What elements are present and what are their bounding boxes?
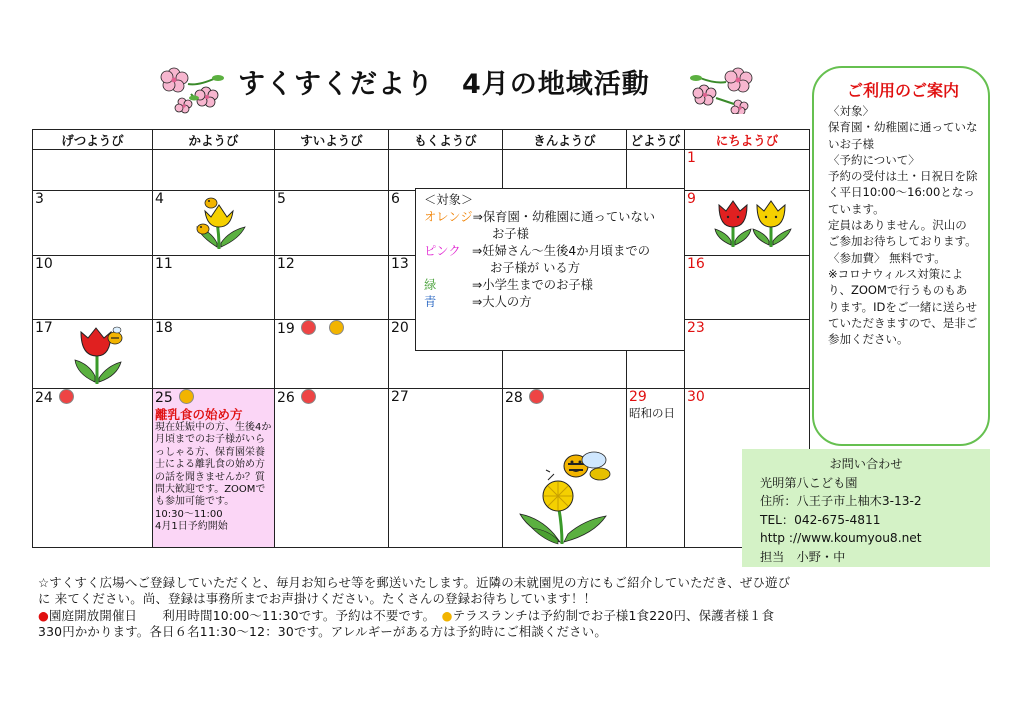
day-number: 30 <box>687 389 705 405</box>
day-number: 5 <box>277 191 286 207</box>
tulip-bee-illustration <box>71 324 129 386</box>
day-number: 23 <box>687 320 705 336</box>
tulip-bees-illustration <box>189 193 251 251</box>
day-number: 3 <box>35 191 44 207</box>
orange-label: オレンジ <box>424 210 473 224</box>
holiday-label: 昭和の日 <box>629 406 675 420</box>
yellow-bullet-icon: ● <box>441 607 453 623</box>
day-cell <box>627 150 685 191</box>
day-number: 24 <box>35 390 53 406</box>
weekday-header-row <box>33 130 810 150</box>
target-row-green <box>424 277 676 294</box>
contact-person: 担当 小野・中 <box>760 549 846 564</box>
day-number: 26 <box>277 390 295 406</box>
event-reservation-note: 4月1日予約開始 <box>155 521 228 533</box>
terrace-lunch-dot <box>329 320 344 335</box>
day-cell <box>275 150 389 191</box>
two-tulips-illustration <box>711 199 795 249</box>
guide-line: 保育園・幼稚園に通っていないお子様 <box>828 120 978 151</box>
day-cell <box>33 150 153 191</box>
sakura-right-icon <box>686 64 758 114</box>
day-cell <box>389 389 503 548</box>
event-title: 離乳食の始め方 <box>155 407 243 422</box>
day-number: 16 <box>687 256 705 272</box>
footer-line-garden-lunch <box>38 608 938 624</box>
garden-open-dot <box>301 389 316 404</box>
day-cell <box>685 320 810 389</box>
red-bullet-icon: ● <box>38 607 50 623</box>
weekday-fri: きんようび <box>503 130 627 150</box>
target-row-blue <box>424 294 676 311</box>
day-cell <box>685 191 810 256</box>
day-number: 19 <box>277 321 295 337</box>
week-row <box>33 150 810 191</box>
contact-name: 光明第八こども園 <box>760 475 858 490</box>
target-heading: ＜対象＞ <box>424 193 474 207</box>
day-number: 27 <box>391 389 409 405</box>
day-cell <box>275 389 389 548</box>
weekday-tue: かようび <box>153 130 275 150</box>
weekday-thu: もくようび <box>389 130 503 150</box>
weekday-wed: すいようび <box>275 130 389 150</box>
contact-heading: お問い合わせ <box>829 457 903 471</box>
day-number: 4 <box>155 191 164 207</box>
day-number: 29 <box>629 389 647 405</box>
day-cell <box>33 256 153 320</box>
day-cell <box>389 150 503 191</box>
day-cell <box>33 191 153 256</box>
day-number: 10 <box>35 256 53 272</box>
day-number: 6 <box>391 191 400 207</box>
guide-line: 定員はありません。沢山のご参加お待ちしております。 <box>828 218 977 249</box>
day-cell <box>153 320 275 389</box>
day-number: 18 <box>155 320 173 336</box>
orange-description: ⇒保育園・幼稚園に通っていない <box>472 210 656 224</box>
garden-open-note: 園庭開放開催日 利用時間10:00～11:30です。予約は不要です。 <box>49 607 430 623</box>
dandelion-bee-illustration <box>514 444 624 548</box>
guide-body <box>828 103 978 347</box>
guide-line: ※コロナウィルス対策により、ZOOMで行うものもあります。IDをご一緒に送らせていただきますので、是非ご参加ください。 <box>828 266 978 347</box>
day-cell <box>33 320 153 389</box>
garden-open-dot <box>59 389 74 404</box>
blue-description: ⇒大人の方 <box>472 295 532 309</box>
day-cell <box>685 150 810 191</box>
day-cell <box>627 389 685 548</box>
weekday-sun: にちようび <box>685 130 810 150</box>
terrace-lunch-dot <box>179 389 194 404</box>
pink-label: ピンク <box>424 244 461 258</box>
day-number: 13 <box>391 256 409 272</box>
day-number: 28 <box>505 390 523 406</box>
guide-line: 〈予約について〉 <box>828 152 920 167</box>
guide-title: ご利用のご案内 <box>846 81 959 100</box>
day-cell-event <box>153 389 275 548</box>
pink-description-cont: お子様が いる方 <box>490 261 580 275</box>
day-cell <box>503 150 627 191</box>
day-cell <box>153 256 275 320</box>
day-cell <box>275 191 389 256</box>
usage-guide-box <box>812 66 990 446</box>
day-number: 11 <box>155 256 173 272</box>
contact-box <box>742 449 990 567</box>
day-cell <box>153 150 275 191</box>
footer-line: に 来てください。尚、登録は事務所までお声掛けください。たくさんの登録お待ちしています！！ <box>38 591 597 607</box>
event-description: 現在妊娠中の方、生後4か月頃までのお子様がいらっしゃる方、保育園栄養士による離乳食の始め方の話を聞きませんか？質問大歓迎です。ZOOMでも参加可能です。 <box>155 422 272 508</box>
contact-url[interactable]: http ://www.koumyou8.net <box>760 531 922 546</box>
weekday-mon: げつようび <box>33 130 153 150</box>
day-number: 12 <box>277 256 295 272</box>
day-cell <box>153 191 275 256</box>
week-row <box>33 389 810 548</box>
target-row-pink <box>424 243 676 260</box>
footer-line: ☆すくすく広場へご登録していただくと、毎月お知らせ等を郵送いたします。近隣の未就園児の方にもご紹介していただき、ぜひ遊び <box>38 575 791 590</box>
page-title: すくすくだより 4月の地域活動 <box>238 69 650 100</box>
contact-tel: TEL：042-675-4811 <box>760 512 881 527</box>
garden-open-dot <box>529 389 544 404</box>
day-cell <box>275 320 389 389</box>
garden-open-dot <box>301 320 316 335</box>
guide-line: 〈参加費〉 無料です。 <box>828 250 946 265</box>
day-number: 9 <box>687 191 696 207</box>
contact-address: 住所：八王子市上柚木3-13-2 <box>760 494 922 509</box>
day-cell <box>685 256 810 320</box>
green-description: ⇒小学生までのお子様 <box>472 278 593 292</box>
day-number: 25 <box>155 390 173 406</box>
weekday-sat: どようび <box>627 130 685 150</box>
guide-line: 〈対象〉 <box>828 104 874 118</box>
green-label: 緑 <box>424 278 437 292</box>
target-legend-box <box>415 188 685 351</box>
blue-label: 青 <box>424 295 437 309</box>
target-row-orange <box>424 209 676 226</box>
footer-notes <box>38 575 938 641</box>
pink-description: ⇒妊婦さん～生後4か月頃までの <box>472 244 650 258</box>
sakura-left-icon <box>158 64 230 114</box>
terrace-lunch-note: テラスランチは予約制でお子様1食220円、保護者様１食 <box>452 607 775 623</box>
orange-description-cont: お子様 <box>492 227 529 241</box>
footer-line: 330円かかります。各日６名11:30～12：30です。アレルギーがある方は予約時にご相談ください。 <box>38 624 607 640</box>
guide-line: 予約の受付は土・日祝日を除く平日10:00～16:00となっています。 <box>828 169 978 216</box>
day-number: 17 <box>35 320 53 336</box>
day-cell <box>33 389 153 548</box>
day-cell <box>275 256 389 320</box>
day-number: 20 <box>391 320 409 336</box>
event-time: 10:30～11:00 <box>155 508 223 520</box>
day-number: 1 <box>687 150 696 166</box>
